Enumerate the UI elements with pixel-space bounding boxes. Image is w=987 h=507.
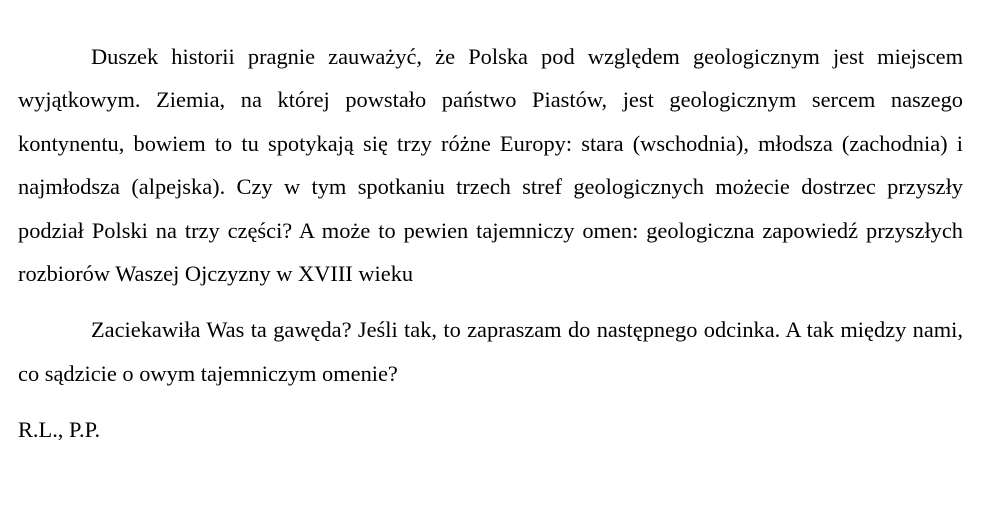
- document-body: [18, 35, 963, 452]
- author-signature: R.L., P.P.: [18, 417, 101, 443]
- paragraph-invitation: Zaciekawiła Was ta gawęda? Jeśli tak, to zapraszam do następnego odcinka. A tak między nami, co sądzicie o owym tajemniczym omenie?: [18, 317, 963, 386]
- paragraph-geology: Duszek historii pragnie zauważyć, że Polska pod względem geologicznym jest miejscem wyjątkowym. Ziemia, na której powstało państwo Piastów, jest geologicznym sercem naszego kontynentu, bowiem to tu spotykają się trzy różne Europy: stara (wschodnia), młodsza (zachodnia) i najmłodsza (alpejska). Czy w tym spotkaniu trzech stref geologicznych możecie dostrzec przyszły podział Polski na trzy części? A może to pewien tajemniczy omen: geologiczna zapowiedź przyszłych rozbiorów Waszej Ojczyzny w XVIII wieku: [18, 44, 963, 287]
